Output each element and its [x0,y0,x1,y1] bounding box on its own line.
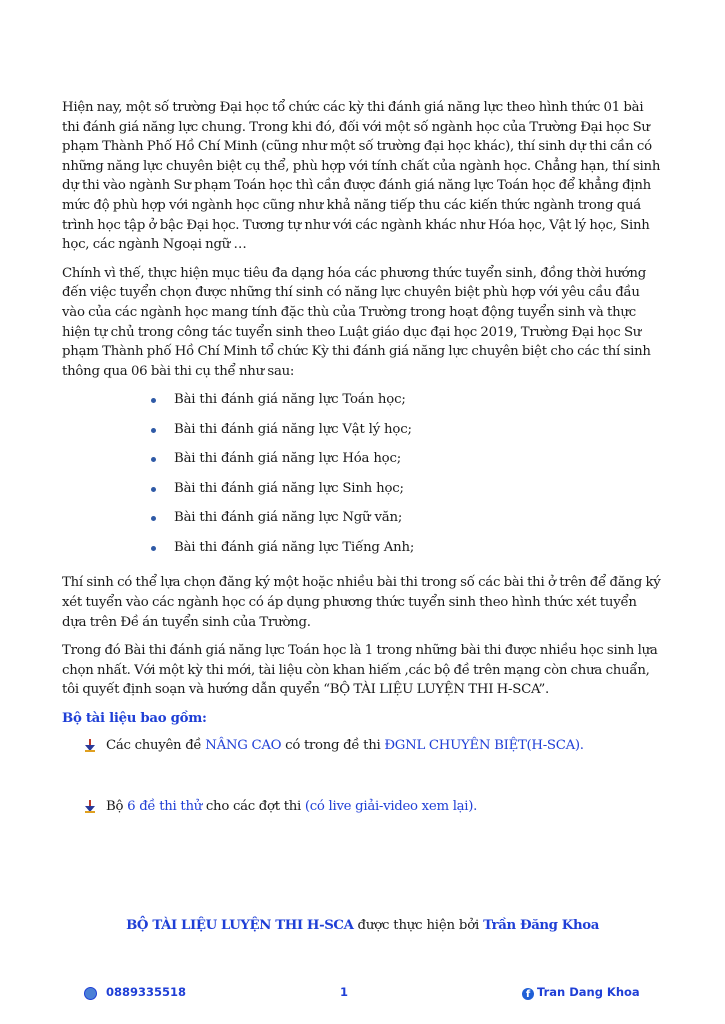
list-item: Bài thi đánh giá năng lực Vật lý học; [62,420,662,450]
list-item: Bài thi đánh giá năng lực Toán học; [62,390,662,420]
page-footer [0,985,725,1005]
contents-item-mock-tests: Bộ 6 đề thi thử cho các đợt thi (có live giải-video xem lại). [62,797,662,816]
contents-heading: Bộ tài liệu bao gồm: [62,710,207,726]
highlight-exam-name: ĐGNL CHUYÊN BIỆT(H-SCA). [384,737,584,753]
phone-number: 0889335518 [106,985,187,999]
bullet-icon [151,487,156,492]
arrow-marker-icon [84,800,97,813]
list-item: Bài thi đánh giá năng lực Hóa học; [62,449,662,479]
contents-item-topics: Các chuyên đề NÂNG CAO có trong đề thi ĐGNL CHUYÊN BIỆT(H-SCA). [62,736,662,755]
facebook-name: Tran Dang Khoa [537,985,640,999]
credit-author: Trần Đăng Khoa [483,918,599,933]
highlight-mock-tests: 6 đề thi thử [127,798,202,814]
arrow-marker-icon [84,739,97,752]
facebook-icon: f [522,988,534,1000]
paragraph-intro: Hiện nay, một số trường Đại học tổ chức các kỳ thi đánh giá năng lực theo hình thức 01 bài thi đánh giá năng lực chung. Trong khi đó, đối với một số ngành học của Trường Đại học Sư phạm Thành Phố Hồ Chí Minh (cũng như một số trường đại học khác), thí sinh dự thi cần có những năng lực chuyên biệt cụ thể, phù hợp với tính chất của ngành học. Chẳng hạn, thí sinh dự thi vào ngành Sư phạm Toán học thì cần được đánh giá năng lực Toán học để khẳng định mức độ phù hợp với ngành học cũng như khả năng tiếp thu các kiến thức ngành trong quá trình học tập ở bậc Đại học. Tương tự như với các ngành khác như Hóa học, Vật lý học, Sinh học, các ngành Ngoại ngữ … [62,100,661,253]
phone-icon [84,987,97,1000]
paragraph-registration: Thí sinh có thể lựa chọn đăng ký một hoặc nhiều bài thi trong số các bài thi ở trên để đăng ký xét tuyển vào các ngành học có áp dụng phương thức tuyển sinh theo hình thức xét tuyển dựa trên Đề án tuyển sinh của Trường. [62,575,661,630]
list-item: Bài thi đánh giá năng lực Sinh học; [62,479,662,509]
list-item: Bài thi đánh giá năng lực Ngữ văn; [62,508,662,538]
test-list [62,390,662,567]
credit-middle: được thực hiện bởi [353,918,484,933]
highlight-live-video: (có live giải-video xem lại). [304,798,478,814]
credit-line [0,918,725,933]
list-item: Bài thi đánh giá năng lực Tiếng Anh; [62,538,662,568]
page-number: 1 [340,985,349,999]
credit-title: BỘ TÀI LIỆU LUYỆN THI H-SCA [126,918,354,933]
bullet-icon [151,516,156,521]
bullet-icon [151,546,156,551]
bullet-icon [151,457,156,462]
footer-facebook[interactable] [522,985,640,1000]
paragraph-math-test: Trong đó Bài thi đánh giá năng lực Toán học là 1 trong những bài thi được nhiều học sinh lựa chọn nhất. Với một kỳ thi mới, tài liệu còn khan hiếm ,các bộ đề trên mạng còn chưa chuẩn, tôi quyết định soạn và hướng dẫn quyển “BỘ TÀI LIỆU LUYỆN THI H-SCA”. [62,643,658,698]
bullet-icon [151,428,156,433]
bullet-icon [151,398,156,403]
highlight-advanced: NÂNG CAO [205,737,282,753]
document-body [62,98,662,816]
paragraph-purpose: Chính vì thế, thực hiện mục tiêu đa dạng hóa các phương thức tuyển sinh, đồng thời hướng đến việc tuyển chọn được những thí sinh có năng lực chuyên biệt phù hợp với yêu cầu đầu vào của các ngành học mang tính đặc thù của Trường trong hoạt động tuyển sinh và thực hiện tự chủ trong công tác tuyển sinh theo Luật giáo dục đại học 2019, Trường Đại học Sư phạm Thành phố Hồ Chí Minh tổ chức Kỳ thi đánh giá năng lực chuyên biệt cho các thí sinh thông qua 06 bài thi cụ thể như sau: [62,265,651,379]
